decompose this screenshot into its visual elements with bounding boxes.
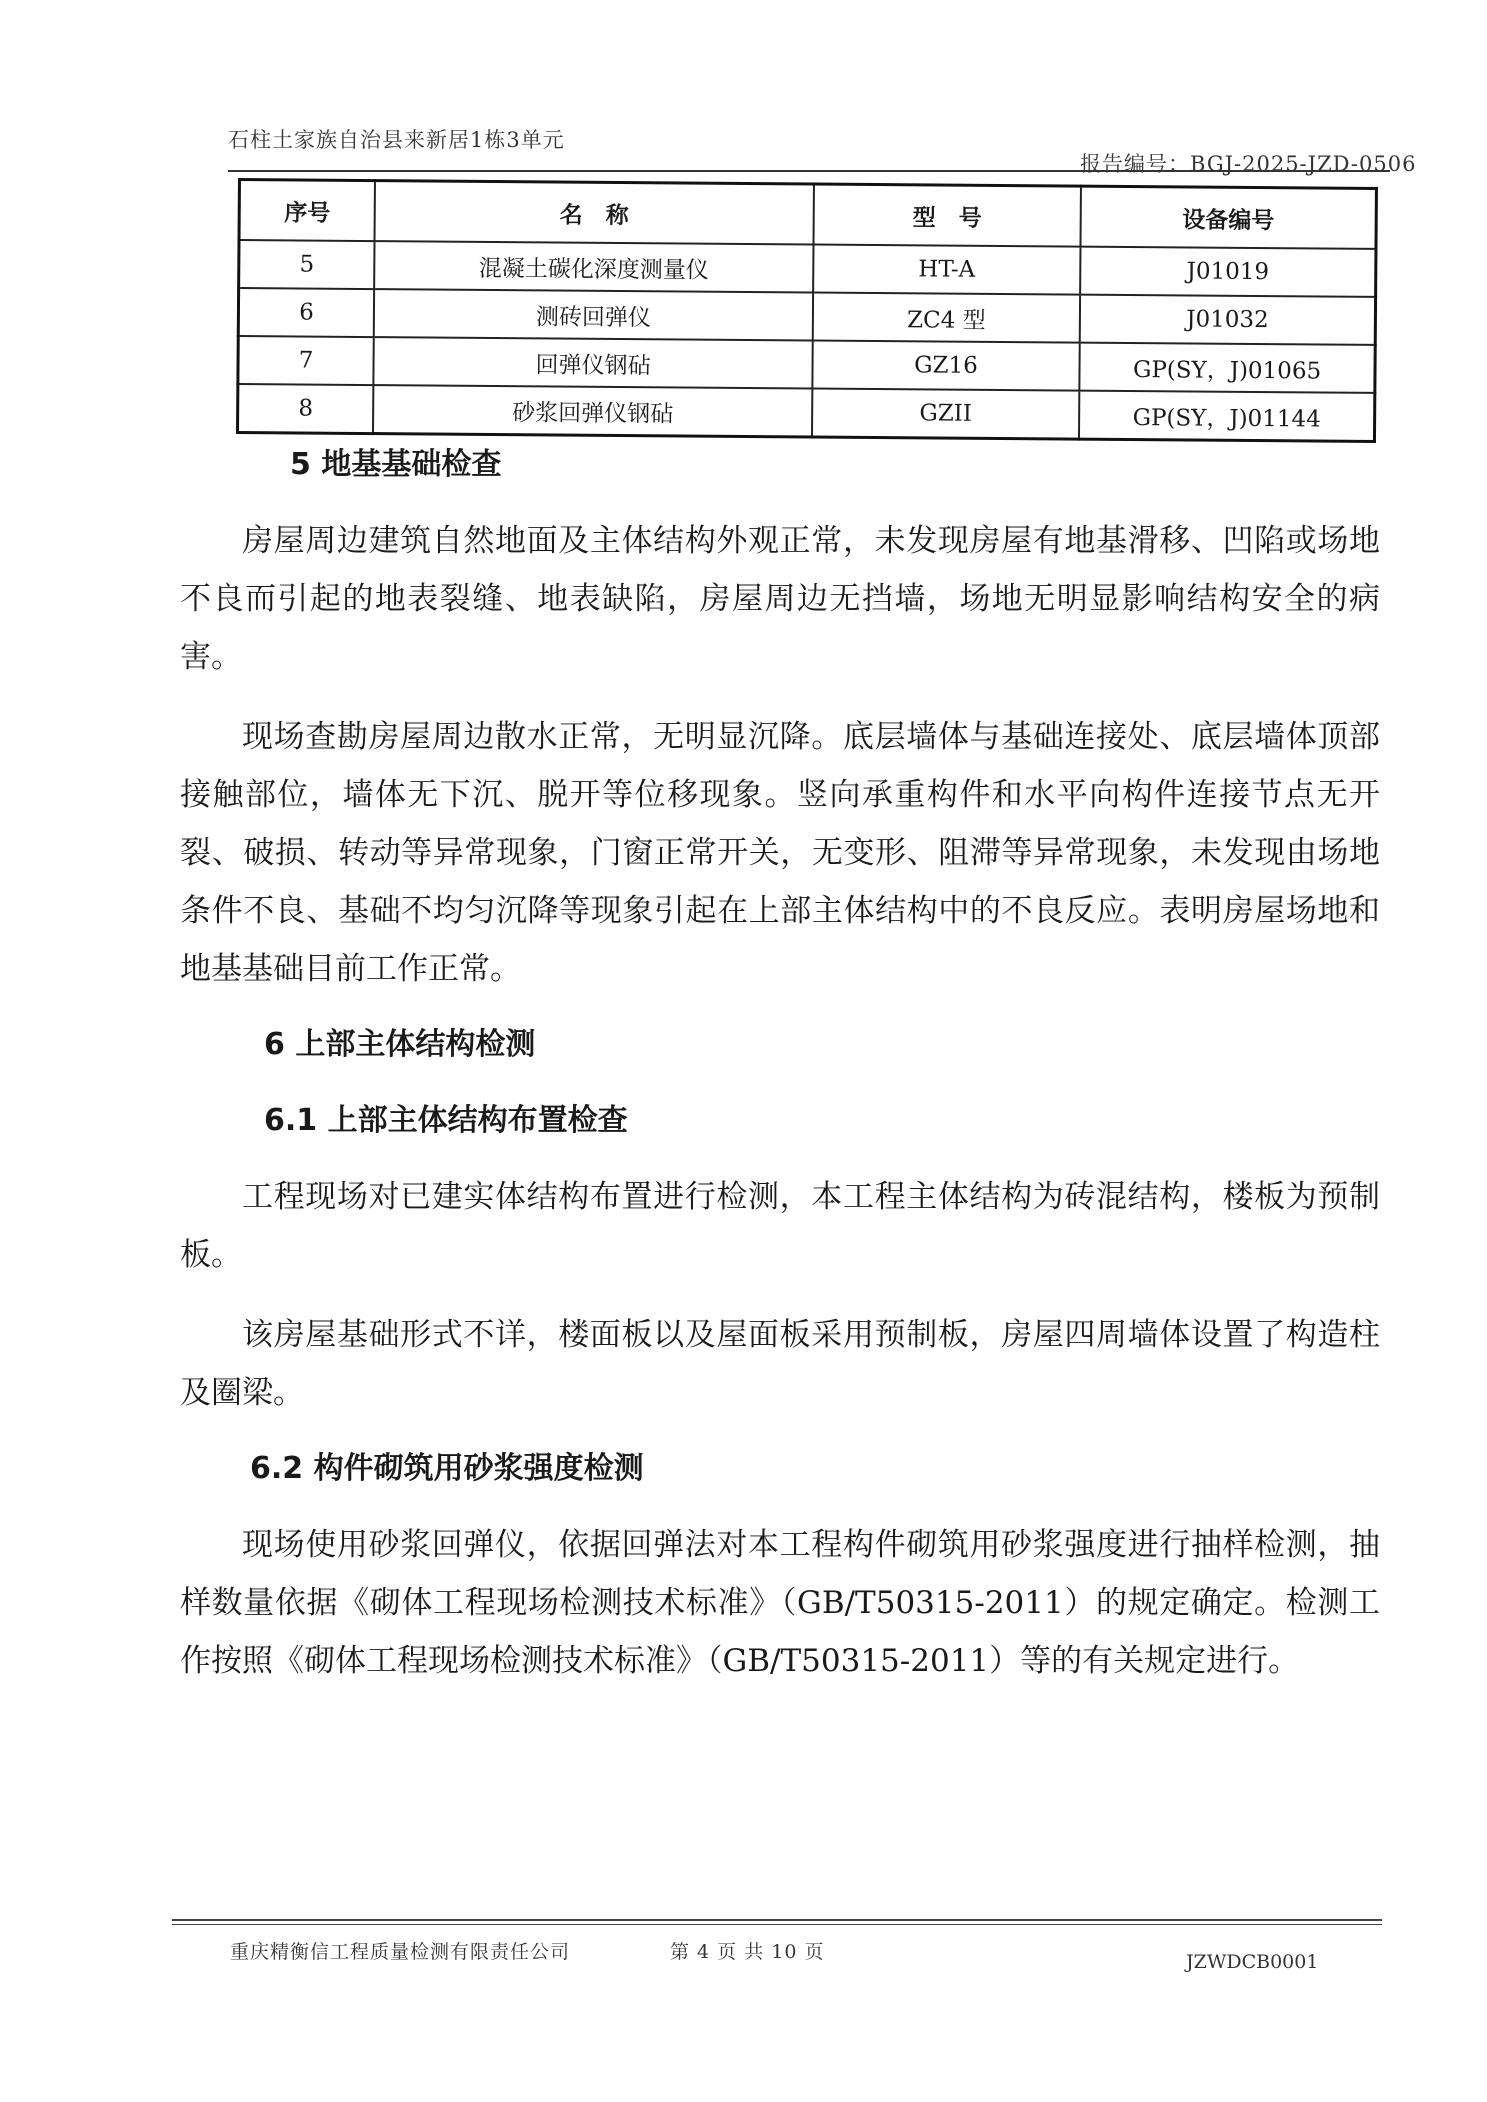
cell-name: 混凝土碳化深度测量仪: [374, 241, 813, 292]
section-5-title: 5 地基基础检查: [290, 447, 502, 482]
cell-model: HT-A: [813, 245, 1081, 295]
footer-company: 重庆精衡信工程质量检测有限责任公司: [230, 1941, 571, 1963]
section-6-2-title: 6.2 构件砌筑用砂浆强度检测: [250, 1451, 644, 1486]
cell-no: 5: [239, 240, 375, 289]
col-header-model: 型 号: [813, 184, 1081, 247]
footer-page-number: 第 4 页 共 10 页: [670, 1941, 825, 1963]
cell-model: GZ16: [812, 341, 1080, 391]
col-header-name: 名 称: [375, 181, 814, 245]
cell-code: GP(SY，J)01144: [1079, 391, 1375, 442]
cell-code: J01032: [1080, 295, 1376, 345]
header-project: 石柱土家族自治县来新居1栋3单元: [228, 128, 565, 152]
footer-divider-thin: [172, 1924, 1382, 1925]
cell-no: 8: [238, 384, 374, 434]
cell-model: GZII: [812, 389, 1080, 440]
col-header-code: 设备编号: [1081, 186, 1377, 249]
report-body: [180, 436, 1380, 1690]
header-divider: [228, 170, 1390, 172]
table-header-row: [239, 180, 1376, 249]
footer-document-code: JZWDCB0001: [1186, 1951, 1319, 1973]
section-5-paragraph-1: 房屋周边建筑自然地面及主体结构外观正常，未发现房屋有地基滑移、凹陷或场地不良而引起的地表裂缝、地表缺陷，房屋周边无挡墙，场地无明显影响结构安全的病害。: [180, 523, 1380, 675]
section-6-2-paragraph-1: 现场使用砂浆回弹仪，依据回弹法对本工程构件砌筑用砂浆强度进行抽样检测，抽样数量依据《砌体工程现场检测技术标准》（GB/T50315-2011）的规定确定。检测工作按照《砌体工程现场检测技术标准》（GB/T50315-2011）等的有关规定进行。: [180, 1527, 1380, 1679]
footer-divider: [172, 1919, 1382, 1921]
cell-name: 回弹仪钢砧: [374, 337, 813, 388]
equipment-table: [236, 178, 1378, 443]
cell-no: 7: [238, 336, 374, 385]
cell-name: 测砖回弹仪: [374, 289, 813, 340]
cell-model: ZC4 型: [813, 293, 1081, 343]
cell-no: 6: [238, 288, 374, 337]
table-row: [238, 384, 1375, 441]
section-5-paragraph-2: 现场查勘房屋周边散水正常，无明显沉降。底层墙体与基础连接处、底层墙体顶部接触部位，墙体无下沉、脱开等位移现象。竖向承重构件和水平向构件连接节点无开裂、破损、转动等异常现象，门窗正常开关，无变形、阻滞等异常现象，未发现由场地条件不良、基础不均匀沉降等现象引起在上部主体结构中的不良反应。表明房屋场地和地基基础目前工作正常。: [180, 719, 1380, 987]
cell-name: 砂浆回弹仪钢砧: [373, 385, 812, 437]
section-6-1-paragraph-1: 工程现场对已建实体结构布置进行检测，本工程主体结构为砖混结构，楼板为预制板。: [180, 1179, 1380, 1273]
section-6-1-title: 6.1 上部主体结构布置检查: [264, 1103, 628, 1138]
cell-code: J01019: [1080, 247, 1376, 297]
section-6-1-paragraph-2: 该房屋基础形式不详，楼面板以及屋面板采用预制板，房屋四周墙体设置了构造柱及圈梁。: [180, 1317, 1380, 1411]
header-report-number: 报告编号：BGJ-2025-JZD-0506: [1080, 152, 1417, 176]
cell-code: GP(SY，J)01065: [1079, 343, 1375, 393]
col-header-no: 序号: [239, 180, 375, 242]
section-6-title: 6 上部主体结构检测: [264, 1027, 536, 1062]
